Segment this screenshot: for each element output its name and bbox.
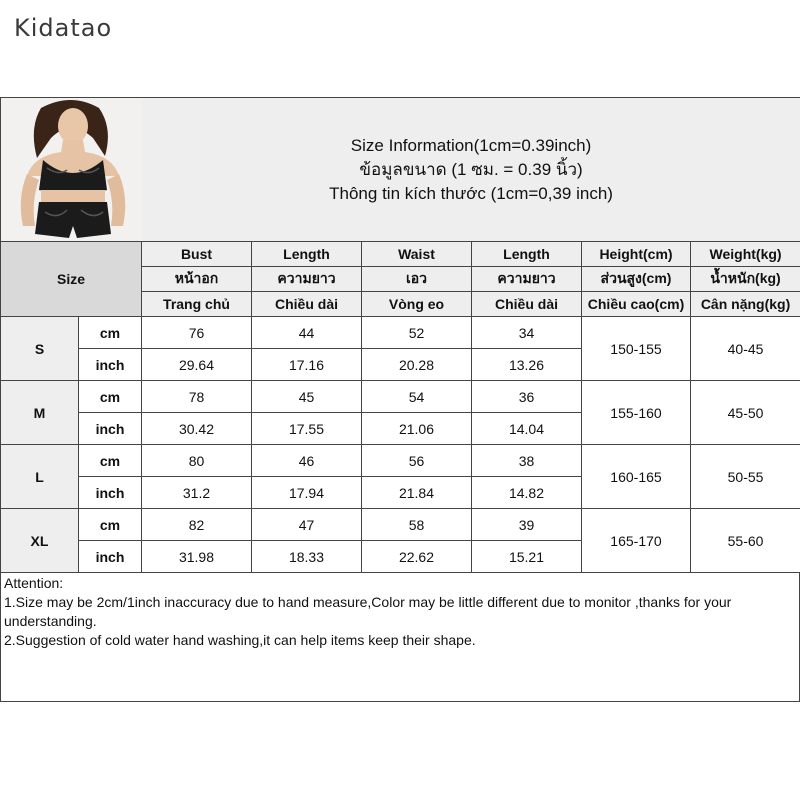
attention-notes	[0, 572, 800, 702]
value-cell: 56	[362, 445, 472, 477]
header-weight-en: Weight(kg)	[691, 242, 800, 267]
value-cell: 38	[472, 445, 582, 477]
height-cell: 165-170	[582, 509, 691, 573]
header-waist-vi: Vòng eo	[362, 292, 472, 317]
unit-cell: inch	[79, 413, 142, 445]
table-row	[1, 509, 800, 541]
unit-cell: inch	[79, 541, 142, 573]
header-bust-th: หน้าอก	[142, 267, 252, 292]
value-cell: 18.33	[252, 541, 362, 573]
table-row	[1, 381, 800, 413]
unit-cell: inch	[79, 349, 142, 381]
header-length2-th: ความยาว	[472, 267, 582, 292]
header-height-vi: Chiều cao(cm)	[582, 292, 691, 317]
value-cell: 22.62	[362, 541, 472, 573]
title-line-en: Size Information(1cm=0.39inch)	[350, 135, 592, 155]
height-cell: 155-160	[582, 381, 691, 445]
size-cell: S	[1, 317, 79, 381]
value-cell: 29.64	[142, 349, 252, 381]
product-photo-icon	[1, 98, 142, 241]
value-cell: 44	[252, 317, 362, 349]
weight-cell: 40-45	[691, 317, 800, 381]
header-length2-en: Length	[472, 242, 582, 267]
height-cell: 150-155	[582, 317, 691, 381]
brand-logo: Kidatao	[14, 14, 113, 42]
notes-heading: Attention:	[4, 575, 64, 591]
value-cell: 14.82	[472, 477, 582, 509]
value-cell: 52	[362, 317, 472, 349]
height-cell: 160-165	[582, 445, 691, 509]
table-row	[1, 445, 800, 477]
size-information-title	[142, 98, 800, 242]
notes-line-2: 2.Suggestion of cold water hand washing,it can help items keep their shape.	[4, 632, 476, 648]
title-line-vi: Thông tin kích thước (1cm=0,39 inch)	[329, 183, 613, 203]
header-bust-en: Bust	[142, 242, 252, 267]
weight-cell: 50-55	[691, 445, 800, 509]
header-length2-vi: Chiều dài	[472, 292, 582, 317]
header-length-vi: Chiều dài	[252, 292, 362, 317]
header-length-th: ความยาว	[252, 267, 362, 292]
value-cell: 36	[472, 381, 582, 413]
header-bust-vi: Trang chủ	[142, 292, 252, 317]
title-line-th: ข้อมูลขนาด (1 ซม. = 0.39 นิ้ว)	[359, 159, 583, 179]
unit-cell: inch	[79, 477, 142, 509]
header-waist-en: Waist	[362, 242, 472, 267]
notes-line-1: 1.Size may be 2cm/1inch inaccuracy due to hand measure,Color may be little different due to monitor ,thanks for your understanding.	[4, 594, 732, 629]
value-cell: 76	[142, 317, 252, 349]
value-cell: 20.28	[362, 349, 472, 381]
header-length-en: Length	[252, 242, 362, 267]
value-cell: 15.21	[472, 541, 582, 573]
product-photo-cell	[1, 98, 142, 242]
unit-cell: cm	[79, 317, 142, 349]
value-cell: 45	[252, 381, 362, 413]
value-cell: 82	[142, 509, 252, 541]
value-cell: 17.55	[252, 413, 362, 445]
value-cell: 34	[472, 317, 582, 349]
value-cell: 78	[142, 381, 252, 413]
header-waist-th: เอว	[362, 267, 472, 292]
header-weight-th: น้ำหนัก(kg)	[691, 267, 800, 292]
value-cell: 47	[252, 509, 362, 541]
size-chart-table	[0, 97, 800, 573]
value-cell: 58	[362, 509, 472, 541]
size-header: Size	[1, 242, 142, 317]
value-cell: 17.94	[252, 477, 362, 509]
table-row	[1, 317, 800, 349]
weight-cell: 45-50	[691, 381, 800, 445]
value-cell: 31.2	[142, 477, 252, 509]
value-cell: 31.98	[142, 541, 252, 573]
header-height-th: ส่วนสูง(cm)	[582, 267, 691, 292]
product-photo	[1, 98, 142, 241]
header-weight-vi: Cân nặng(kg)	[691, 292, 800, 317]
unit-cell: cm	[79, 509, 142, 541]
weight-cell: 55-60	[691, 509, 800, 573]
value-cell: 46	[252, 445, 362, 477]
value-cell: 17.16	[252, 349, 362, 381]
unit-cell: cm	[79, 381, 142, 413]
value-cell: 14.04	[472, 413, 582, 445]
value-cell: 21.84	[362, 477, 472, 509]
value-cell: 80	[142, 445, 252, 477]
value-cell: 54	[362, 381, 472, 413]
header-height-en: Height(cm)	[582, 242, 691, 267]
size-cell: XL	[1, 509, 79, 573]
value-cell: 21.06	[362, 413, 472, 445]
size-cell: L	[1, 445, 79, 509]
value-cell: 30.42	[142, 413, 252, 445]
unit-cell: cm	[79, 445, 142, 477]
value-cell: 39	[472, 509, 582, 541]
value-cell: 13.26	[472, 349, 582, 381]
size-cell: M	[1, 381, 79, 445]
